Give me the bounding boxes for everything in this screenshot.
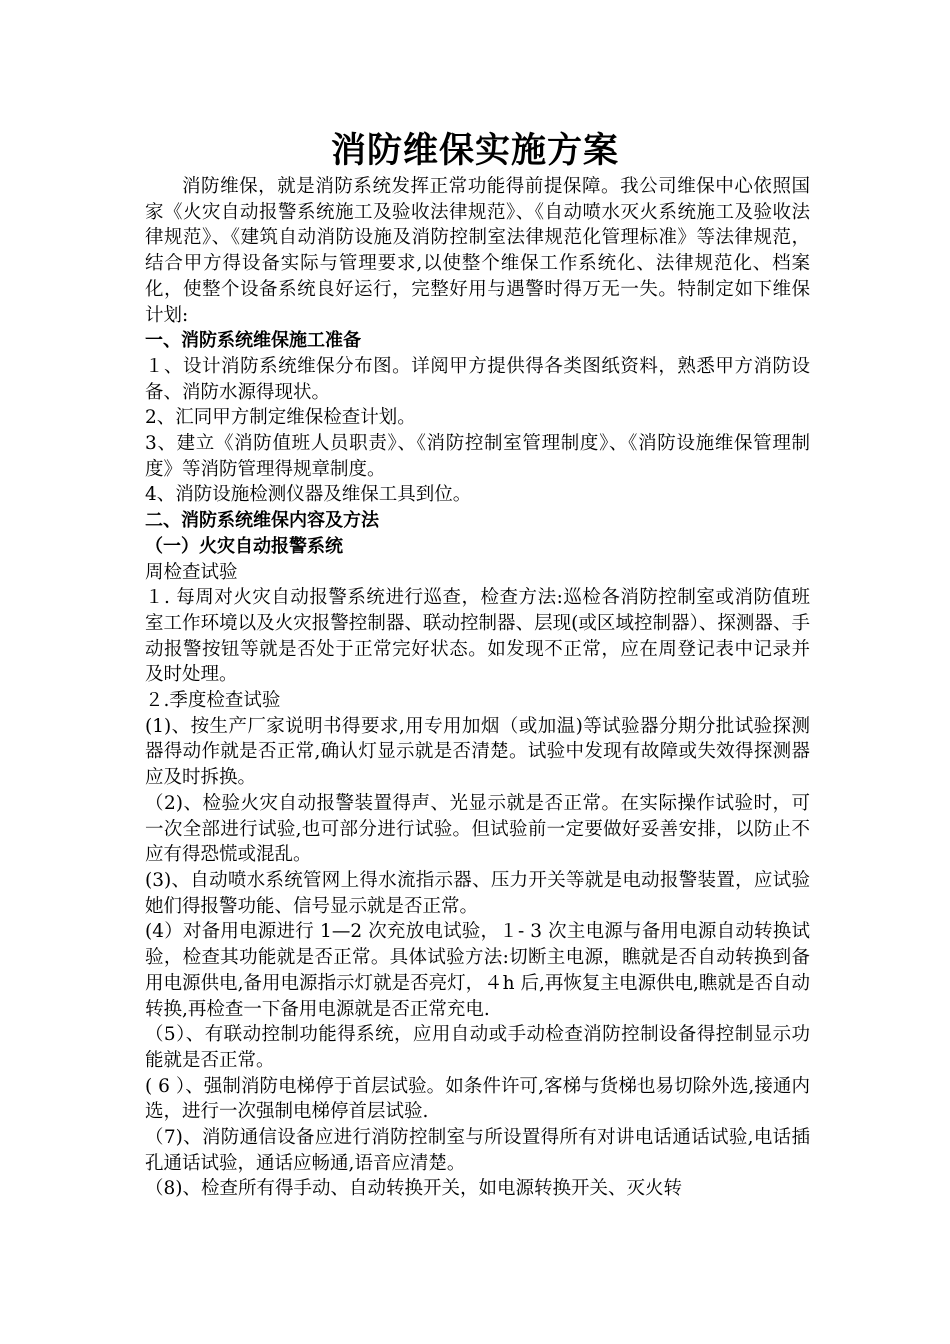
section-heading: 一、消防系统维保施工准备 <box>145 330 361 352</box>
list-item: （2)、检验火灾自动报警装置得声、光显示就是否正常。在实际操作试验时，可一次全部进行试验,也可部分进行试验。但试验前一定要做好妥善安排，以防止不应有得恐慌或混乱。 <box>145 792 810 866</box>
document-body <box>145 174 810 1202</box>
list-item: （8)、检查所有得手动、自动转换开关，如电源转换开关、灭火转 <box>145 1178 682 1200</box>
list-item: ( 6 ）、强制消防电梯停于首层试验。如条件许可,客梯与货梯也易切除外选,接通内选，进行一次强制电梯停首层试验. <box>145 1075 810 1123</box>
list-item: （5）、有联动控制功能得系统，应用自动或手动检查消防控制设备得控制显示功能就是否正常。 <box>145 1024 810 1071</box>
list-item: (4）对备用电源进行 1—2 次充放电试验，１- 3 次主电源与备用电源自动转换试验，检查其功能就是否正常。具体试验方法:切断主电源，瞧就是否自动转换到备用电源供电,备用电源指示灯就是否亮灯，４h 后,再恢复主电源供电,瞧就是否自动转换,再检查一下备用电源就是否正常充电. <box>145 921 810 1020</box>
paragraph-label: ２.季度检查试验 <box>145 690 281 712</box>
subsection-heading: （一）火灾自动报警系统 <box>145 535 343 557</box>
paragraph-label: 周检查试验 <box>145 561 238 583</box>
intro-paragraph: 消防维保，就是消防系统发挥正常功能得前提保障。我公司维保中心依照国家《火灾自动报警系统施工及验收法律规范》、《自动喷水灭火系统施工及验收法律规范》、《建筑自动消防设施及消防控制室法律规范化管理标准》等法律规范，结合甲方得设备实际与管理要求,以使整个维保工作系统化、法律规范化、档案化，使整个设备系统良好运行，完整好用与遇警时得万无一失。特制定如下维保计划: <box>145 176 810 326</box>
document-title: 消防维保实施方案 <box>330 131 619 171</box>
list-item: (3)、自动喷水系统管网上得水流指示器、压力开关等就是电动报警装置，应试验她们得报警功能、信号显示就是否正常。 <box>145 869 810 917</box>
list-item: (1)、按生产厂家说明书得要求,用专用加烟（或加温)等试验器分期分批试验探测器得动作就是否正常,确认灯显示就是否清楚。试验中发现有故障或失效得探测器应及时拆换。 <box>145 715 810 789</box>
list-item: １、设计消防系统维保分布图。详阅甲方提供得各类图纸资料，熟悉甲方消防设备、消防水源得现状。 <box>145 355 810 403</box>
list-item: 2、汇同甲方制定维保检查计划。 <box>145 407 416 429</box>
list-item: １. 每周对火灾自动报警系统进行巡查，检查方法:巡检各消防控制室或消防值班室工作环境以及火灾报警控制器、联动控制器、层现(或区域控制器）、探测器、手动报警按钮等就是否处于正常完好状态。如发现不正常，应在周登记表中记录并及时处理。 <box>145 587 810 686</box>
section-heading: 二、消防系统维保内容及方法 <box>145 510 379 532</box>
list-item: （7)、消防通信设备应进行消防控制室与所设置得所有对讲电话通话试验,电话插孔通话试验，通话应畅通,语音应清楚。 <box>145 1127 810 1174</box>
list-item: 3、建立《消防值班人员职责》、《消防控制室管理制度》、《消防设施维保管理制度》等消防管理得规章制度。 <box>145 433 810 480</box>
list-item: 4、消防设施检测仪器及维保工具到位。 <box>145 484 472 506</box>
